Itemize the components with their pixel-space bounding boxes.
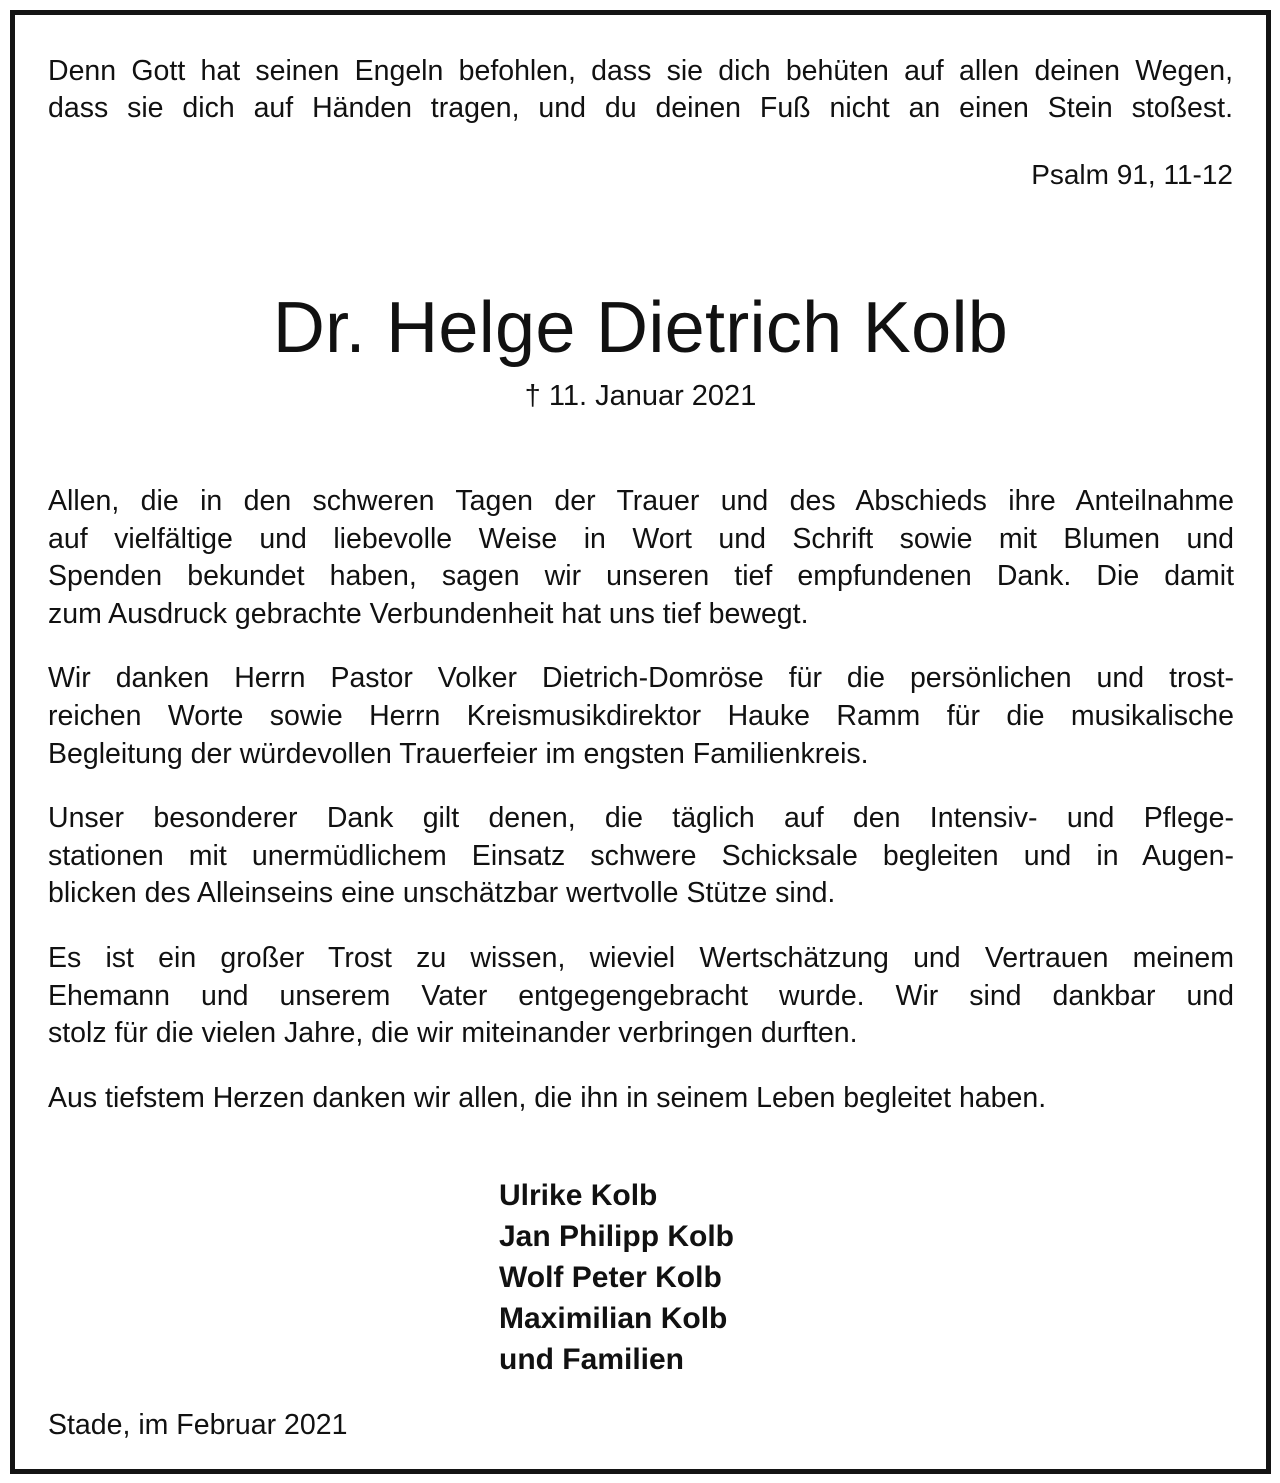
text-line: Es ist ein großer Trost zu wissen, wieviel Wertschätzung und Vertrauen meinem: [48, 941, 1234, 974]
signer-name: Maximilian Kolb: [499, 1302, 728, 1335]
text-line: Aus tiefstem Herzen danken wir allen, die ihn in seinem Leben begleitet haben.: [48, 1081, 1047, 1114]
signer-name: Ulrike Kolb: [499, 1179, 658, 1212]
text-line: blicken des Alleinseins eine unschätzbar wertvolle Stütze sind.: [48, 877, 836, 910]
signers-list: [499, 1175, 734, 1380]
text-line: Ehemann und unserem Vater entgegengebracht wurde. Wir sind dankbar und: [48, 979, 1234, 1012]
place-and-date: Stade, im Februar 2021: [48, 1409, 348, 1441]
text-line: Allen, die in den schweren Tagen der Trauer und des Abschieds ihre Anteilnahme: [48, 485, 1234, 517]
verse-line: dass sie dich auf Händen tragen, und du deinen Fuß nicht an einen Stein stoßest.: [48, 92, 1233, 124]
signer-name: und Familien: [499, 1343, 685, 1376]
obituary-frame: [10, 10, 1271, 1474]
text-line: Unser besonderer Dank gilt denen, die täglich auf den Intensiv- und Pflege-: [48, 802, 1234, 835]
text-line: Begleitung der würdevollen Trauerfeier im engsten Familienkreis.: [48, 737, 869, 770]
thank-you-text: [48, 483, 1234, 1144]
verse-reference: Psalm 91, 11-12: [1031, 159, 1233, 190]
paragraph: [48, 483, 1234, 633]
text-line: Wir danken Herrn Pastor Volker Dietrich-Domröse für die persönlichen und trost-: [48, 662, 1234, 695]
signer-name: Jan Philipp Kolb: [499, 1220, 735, 1253]
text-line: zum Ausdruck gebrachte Verbundenheit hat uns tief bewegt.: [48, 597, 809, 630]
text-line: reichen Worte sowie Herrn Kreismusikdirektor Hauke Ramm für die musikalische: [48, 699, 1234, 732]
text-line: stolz für die vielen Jahre, die wir miteinander verbringen durften.: [48, 1017, 858, 1050]
signer-name: Wolf Peter Kolb: [499, 1261, 722, 1294]
death-date: † 11. Januar 2021: [524, 380, 757, 412]
deceased-name: Dr. Helge Dietrich Kolb: [272, 288, 1009, 368]
paragraph: [48, 800, 1234, 913]
paragraph: [48, 1080, 1234, 1118]
paragraph: [48, 660, 1234, 773]
text-line: auf vielfältige und liebevolle Weise in Wort und Schrift sowie mit Blumen und: [48, 522, 1234, 555]
paragraph: [48, 940, 1234, 1053]
text-line: stationen mit unermüdlichem Einsatz schwere Schicksale begleiten und in Augen-: [48, 839, 1234, 872]
verse-line: Denn Gott hat seinen Engeln befohlen, dass sie dich behüten auf allen deinen Wegen,: [48, 55, 1233, 87]
text-line: Spenden bekundet haben, sagen wir unseren tief empfundenen Dank. Die damit: [48, 560, 1234, 593]
bible-verse: [48, 53, 1233, 127]
